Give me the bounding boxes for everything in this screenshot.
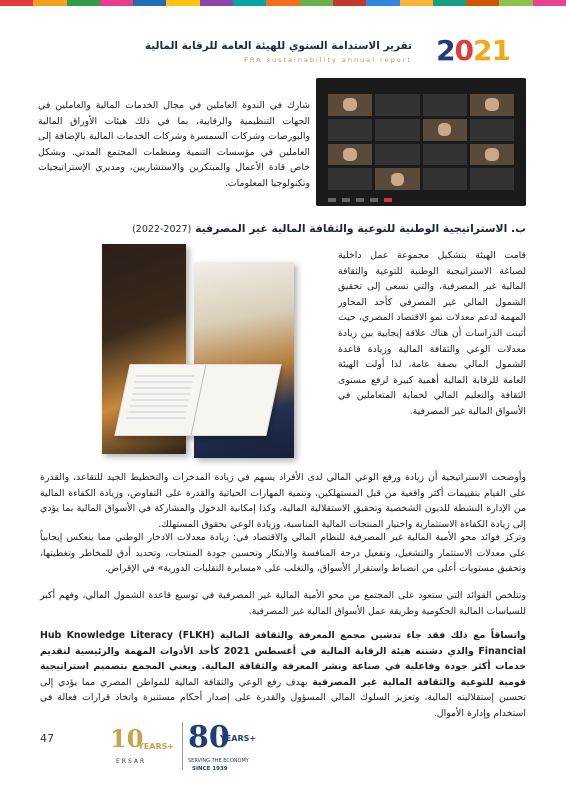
- participant-tile: [470, 144, 514, 166]
- stripe-segment: [466, 0, 499, 6]
- participant-tile: [470, 94, 514, 116]
- stripe-segment: [0, 0, 33, 6]
- section-paragraph-4: وتتلخص الفوائد التي ستعود على المجتمع من محو الأمية المالية غير المصرفية في توسيع قاعدة الشمول المالي، وفهم أكبر للسياسات المالية الحكومية وطريقة عمل الأسواق المالية غير المصرفية.: [40, 590, 526, 617]
- stripe-segment: [233, 0, 266, 6]
- page-header: [40, 34, 530, 70]
- section-paragraph-5: واتساقاً مع ذلك فقد جاء تدشين مجمع المعرفة والثقافة المالية (FLKH) Hub Knowledge Literacy Financial والذي دشنته هيئة الرقابة المالية في أغسطس 2021 كأحد الأدوات المهمة والرئيسية لتقديم خدمات أكثر جودة وفاعلية في صناعة ونشر المعرفة والثقافة المالية. ويعني المجمع بتصميم استراتيجية قومية للتوعية والثقافة المالية غير المصرفية بهدف رفع الوعي والثقافة المالية للمواطن المصري مما يؤدي إلى تحسين إستقلاليته المالية، وتعزيز السلوك المالي المسؤول والقدرة على إصدار أحكام مستنيرة واتخاذ قرارات فعالة في استخدام وإدارة الأموال.: [40, 630, 527, 719]
- stripe-segment: [366, 0, 399, 6]
- participant-tile: [470, 168, 514, 190]
- stripe-segment: [400, 0, 433, 6]
- participant-tile: [328, 119, 372, 141]
- participant-tile: [375, 94, 419, 116]
- stripe-segment: [133, 0, 166, 6]
- participant-tile: [423, 94, 467, 116]
- stripe-segment: [433, 0, 466, 6]
- 80-years-logo: 80 YEARS+ SERVING THE ECONOMY SINCE 1939: [188, 720, 257, 772]
- stripe-segment: [200, 0, 233, 6]
- year-logo: 2021: [436, 34, 510, 67]
- page-number: 47: [40, 732, 54, 745]
- stripe-segment: [266, 0, 299, 6]
- participant-tile: [423, 144, 467, 166]
- stripe-segment: [333, 0, 366, 6]
- stripe-segment: [100, 0, 133, 6]
- participant-tile: [375, 119, 419, 141]
- participant-tile: [328, 168, 372, 190]
- participant-tile: [328, 94, 372, 116]
- section-paragraph-3: وتركز فوائد محو الأمية المالية غير المصرفية للنظام المالي والاقتصاد في: زيادة معدلات الادخار الوطني مما ينعكس إيجابياً على معدلات الاستثمار والتشغيل، وتفعيل درجة المنافسة والابتكار وتحسين جودة المنتجات، وتحديد أدق للمخاطر وتغطيتها، وتحقيق مستويات أعلى من انضباط واستقرار الأسواق، والتغلب على «مسايرة التقلبات الدورية» في الإقراض.: [40, 532, 526, 575]
- report-title: تقرير الاستدامة السنوي للهيئة العامة للرقابة المالية: [144, 40, 412, 52]
- open-book: [114, 364, 281, 436]
- participant-tile: [470, 119, 514, 141]
- color-stripe: [0, 0, 566, 6]
- stripe-segment: [33, 0, 66, 6]
- participant-tile: [423, 168, 467, 190]
- webinar-screenshot-image: [316, 78, 526, 206]
- participant-tile: [375, 144, 419, 166]
- participant-tile: [423, 119, 467, 141]
- ersar-10-years-logo: 10 YEARS+ ERSAR: [110, 724, 175, 765]
- participant-tile: [328, 144, 372, 166]
- section-paragraph-1: قامت الهيئة بتشكيل مجموعة عمل داخلية لصياغة الاستراتيجية الوطنية للتوعية والثقافة المالية غير المصرفية، والتي تسعى إلى تحقيق الشمول المالي غير المصرفي كأحد المحاور المهمة لدعم معدلات نمو الاقتصاد المصري، حيث أثبتت الدراسات أن هناك علاقة إيجابية بين زيادة معدلات الوعي والثقافة المالية وزيادة قاعدة الشمول المالي بصفة عامة، لذا أولت الهيئة العامة للرقابة المالية أهمية كبيرة لرفع مستوى الثقافة والتعليم المالي لحماية المتعاملين في الأسواق المالية غير المصرفية.: [338, 250, 526, 417]
- participant-tile: [375, 168, 419, 190]
- report-subtitle: FRA sustainability annual report: [244, 56, 412, 64]
- section-heading: ب. الاستراتيجية الوطنية للتوعية والثقافة المالية غير المصرفية (2027-2022): [132, 222, 526, 235]
- stripe-segment: [67, 0, 100, 6]
- strategy-books-image: [82, 244, 322, 466]
- stripe-segment: [499, 0, 532, 6]
- stripe-segment: [533, 0, 566, 6]
- meeting-toolbar: [328, 196, 514, 204]
- intro-paragraph: شارك في الندوة العاملين في مجال الخدمات المالية والعاملين في الجهات التنظيمية والرقابية، بما في ذلك هيئات الأوراق المالية والبورصات وشركات السمسرة وشركات الخدمات المالية بالإضافة إلى العاملين في مؤسسات التنمية ومنظمات المجتمع المدني. وبشكل خاص قادة الأعمال والمبتكرين والاستشاريين، ومديري الإستراتيجيات وتكنولوجيا المعلومات.: [38, 100, 310, 189]
- stripe-segment: [166, 0, 199, 6]
- section-paragraph-2: وأوضحت الاستراتيجية أن زيادة ورفع الوعي المالي لدى الأفراد يسهم في زيادة المدخرات والتخطيط الجيد للتقاعد، والقدرة على القيام بتقييمات أكثر واقعية من قبل المستهلكين، وتنمية المهارات الحياتية والقدرة على التفاوض، وزيادة الكفاءة المالية من الإدارة النشطة للديون الشخصية وتحقيق الاستقلالية المالية، وكذا إمكانية الدخول والمشاركة في الأسواق المالية بما يؤدي إلى زيادة الكفاءة الاستثمارية واختيار المنتجات المالية المناسبة، وزيادة الوعي بحقوق المستهلك.: [40, 472, 526, 530]
- logo-divider: [182, 722, 183, 770]
- stripe-segment: [300, 0, 333, 6]
